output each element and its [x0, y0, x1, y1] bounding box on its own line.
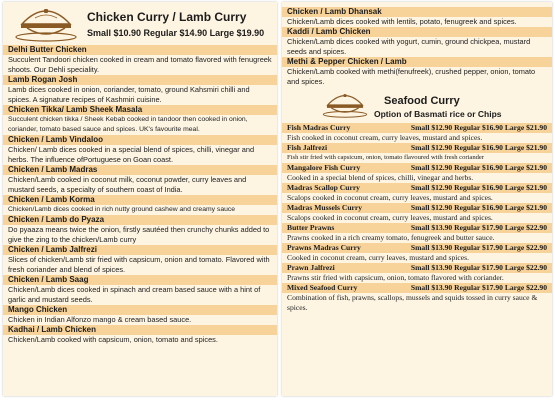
dish-price: Small $12.90 Regular $16.90 Large $21.90 — [410, 203, 547, 212]
menu-item — [3, 45, 277, 75]
dish-description: Fish stir fried with capsicum, onion, tomato flavoured with fresh coriander — [287, 154, 485, 161]
dish-description: Slices of chicken/Lamb stir fried with capsicum, onion and tomato. Flavored with fresh coriander and blend of spices. — [8, 255, 270, 274]
curry-header — [3, 2, 277, 44]
dish-name: Mixed Seafood Curry — [287, 283, 358, 292]
menu-item — [3, 305, 277, 325]
seafood-item — [282, 223, 552, 243]
dish-description: Prawns cooked in a rich creamy tomato, fenugreek and butter sauce. — [287, 233, 495, 242]
dish-name: Chicken / Lamb Vindaloo — [3, 135, 277, 145]
dish-price: Small $12.90 Regular $16.90 Large $21.90 — [410, 143, 547, 152]
menu-item — [3, 105, 277, 135]
seafood-name-row — [282, 263, 552, 273]
dish-description: Cooked in a special blend of spices, chilli, vinegar and herbs. — [287, 173, 474, 182]
dish-name: Madras Mussels Curry — [287, 203, 363, 212]
seafood-name-row — [282, 163, 552, 173]
seafood-item — [282, 243, 552, 263]
dish-description: Chicken/ Lamb dices cooked in a special blend of spices, chilli, vinegar and herbs. The influence ofPortuguese on Goan coast. — [8, 145, 255, 164]
curry-section-title: Chicken Curry / Lamb Curry — [87, 10, 247, 24]
dish-description: Chicken/Lamb cooked in coconut milk, coconut powder, curry leaves and mustard seeds, a specialty of southern coast of India. — [8, 175, 247, 194]
dish-description: Chicken/Lamb dices cooked with yogurt, cumin, ground chickpea, mustard seeds and spices. — [287, 37, 531, 56]
seafood-item — [282, 143, 552, 163]
dish-name: Methi & Pepper Chicken / Lamb — [282, 57, 552, 67]
dish-description: Chicken in Indian Alfonzo mango & cream based sauce. — [8, 315, 192, 324]
dish-name: Chicken / Lamb Saag — [3, 275, 277, 285]
dish-description: Chicken/Lamb dices cooked in rich nutty ground cashew and creamy sauce — [8, 206, 236, 213]
menu-item — [3, 275, 277, 305]
dish-name: Chicken / Lamb Dhansak — [282, 7, 552, 17]
dish-description: Succulent chicken tikka / Sheek Kebab cooked in tandoor then cooked in onion, coriander, tomato based sauce and spices. UK's favourite meal. — [8, 116, 248, 133]
dish-price: Small $13.90 Regular $17.90 Large $22.90 — [410, 223, 547, 232]
menu-item — [3, 245, 277, 275]
dish-name: Kadhai / Lamb Chicken — [3, 325, 277, 335]
dish-name: Lamb Rogan Josh — [3, 75, 277, 85]
dish-description: Prawns stir fried with capsicum, onion, tomato flavored with coriander. — [287, 273, 504, 282]
menu-item — [3, 195, 277, 215]
curry-bowl-icon — [15, 6, 77, 42]
seafood-header — [282, 89, 552, 121]
dish-name: Mango Chicken — [3, 305, 277, 315]
menu-item — [3, 325, 277, 345]
seafood-item-list — [282, 121, 552, 313]
dish-name: Delhi Butter Chicken — [3, 45, 277, 55]
dish-description: Lamb dices cooked in onion, coriander, tomato, ground Kahsmiri chilli and spices. A signature recipes of Kashmiri cuisine. — [8, 85, 250, 104]
dish-price: Small $13.90 Regular $17.90 Large $22.90 — [410, 263, 547, 272]
curry-bowl-icon — [322, 92, 368, 118]
dish-price: Small $13.90 Regular $17.90 Large $22.90 — [410, 283, 547, 292]
dish-name: Chicken / Lamb Jalfrezi — [3, 245, 277, 255]
seafood-item — [282, 123, 552, 143]
curry-section-prices: Small $10.90 Regular $14.90 Large $19.90 — [87, 28, 265, 38]
dish-description: Cooked in coconut cream, curry leaves, mustard and spices. — [287, 253, 469, 262]
dish-name: Mangalore Fish Curry — [287, 163, 361, 172]
curry-continued-list — [282, 2, 552, 87]
seafood-item — [282, 263, 552, 283]
seafood-item — [282, 163, 552, 183]
dish-description: Do pyaaza means twice the onion, firstly sautéed then crunchy chunks added to give the zing to the chicken/Lamb curry — [8, 225, 270, 244]
menu-item — [282, 27, 552, 57]
seafood-item — [282, 203, 552, 223]
seafood-name-row — [282, 203, 552, 213]
dish-price: Small $13.90 Regular $17.90 Large $22.90 — [410, 243, 547, 252]
seafood-section-subtitle: Option of Basmati rice or Chips — [374, 109, 502, 119]
seafood-name-row — [282, 283, 552, 293]
dish-description: Scalops cooked in coconut cream, curry leaves, mustard and spices. — [287, 193, 493, 202]
dish-description: Scalops cooked in coconut cream, curry leaves, mustard and spices. — [287, 213, 493, 222]
dish-name: Chicken / Lamb Korma — [3, 195, 277, 205]
dish-description: Combination of fish, prawns, scallops, mussels and squids tossed in curry sauce & spices. — [287, 293, 538, 312]
menu-item — [3, 75, 277, 105]
dish-name: Chicken / Lamb do Pyaza — [3, 215, 277, 225]
dish-price: Small $12.90 Regular $16.90 Large $21.90 — [410, 123, 547, 132]
dish-name: Madras Scallop Curry — [287, 183, 360, 192]
dish-name: Fish Madras Curry — [287, 123, 351, 132]
menu-item — [282, 57, 552, 87]
seafood-section-title: Seafood Curry — [384, 95, 460, 107]
dish-description: Chicken/Lamb dices cooked in spinach and cream based sauce with a hint of garlic and mustard seeds. — [8, 285, 261, 304]
seafood-name-row — [282, 183, 552, 193]
seafood-name-row — [282, 123, 552, 133]
dish-description: Chicken/Lamb cooked with capsicum, onion, tomato and spices. — [8, 335, 218, 344]
seafood-name-row — [282, 243, 552, 253]
seafood-item — [282, 283, 552, 313]
dish-description: Succulent Tandoori chicken cooked in cream and tomato flavored with fenugreek shoots. Our Dehli speciality. — [8, 55, 272, 74]
dish-name: Prawns Madras Curry — [287, 243, 361, 252]
menu-item — [3, 215, 277, 245]
dish-name: Kaddi / Lamb Chicken — [282, 27, 552, 37]
curry-item-list — [3, 44, 277, 345]
menu-item — [282, 7, 552, 27]
dish-name: Chicken / Lamb Madras — [3, 165, 277, 175]
curry-menu-left-column — [3, 2, 277, 396]
dish-name: Fish Jalfrezi — [287, 143, 328, 152]
dish-price: Small $12.90 Regular $16.90 Large $21.90 — [410, 183, 547, 192]
menu-right-column — [282, 2, 552, 396]
dish-name: Prawn Jalfrezi — [287, 263, 335, 272]
seafood-name-row — [282, 223, 552, 233]
dish-description: Chicken/Lamb cooked with methi(fenufreek), crushed pepper, onion, tomato and spices. — [287, 67, 536, 86]
menu-item — [3, 135, 277, 165]
dish-name: Butter Prawns — [287, 223, 335, 232]
menu-item — [3, 165, 277, 195]
dish-name: Chicken Tikka/ Lamb Sheek Masala — [3, 105, 277, 115]
dish-price: Small $12.90 Regular $16.90 Large $21.90 — [410, 163, 547, 172]
seafood-item — [282, 183, 552, 203]
dish-description: Fish cooked in coconut cream, curry leaves, mustard and spices. — [287, 133, 483, 142]
dish-description: Chicken/Lamb dices cooked with lentils, potato, fenugreek and spices. — [287, 17, 517, 26]
seafood-name-row — [282, 143, 552, 153]
